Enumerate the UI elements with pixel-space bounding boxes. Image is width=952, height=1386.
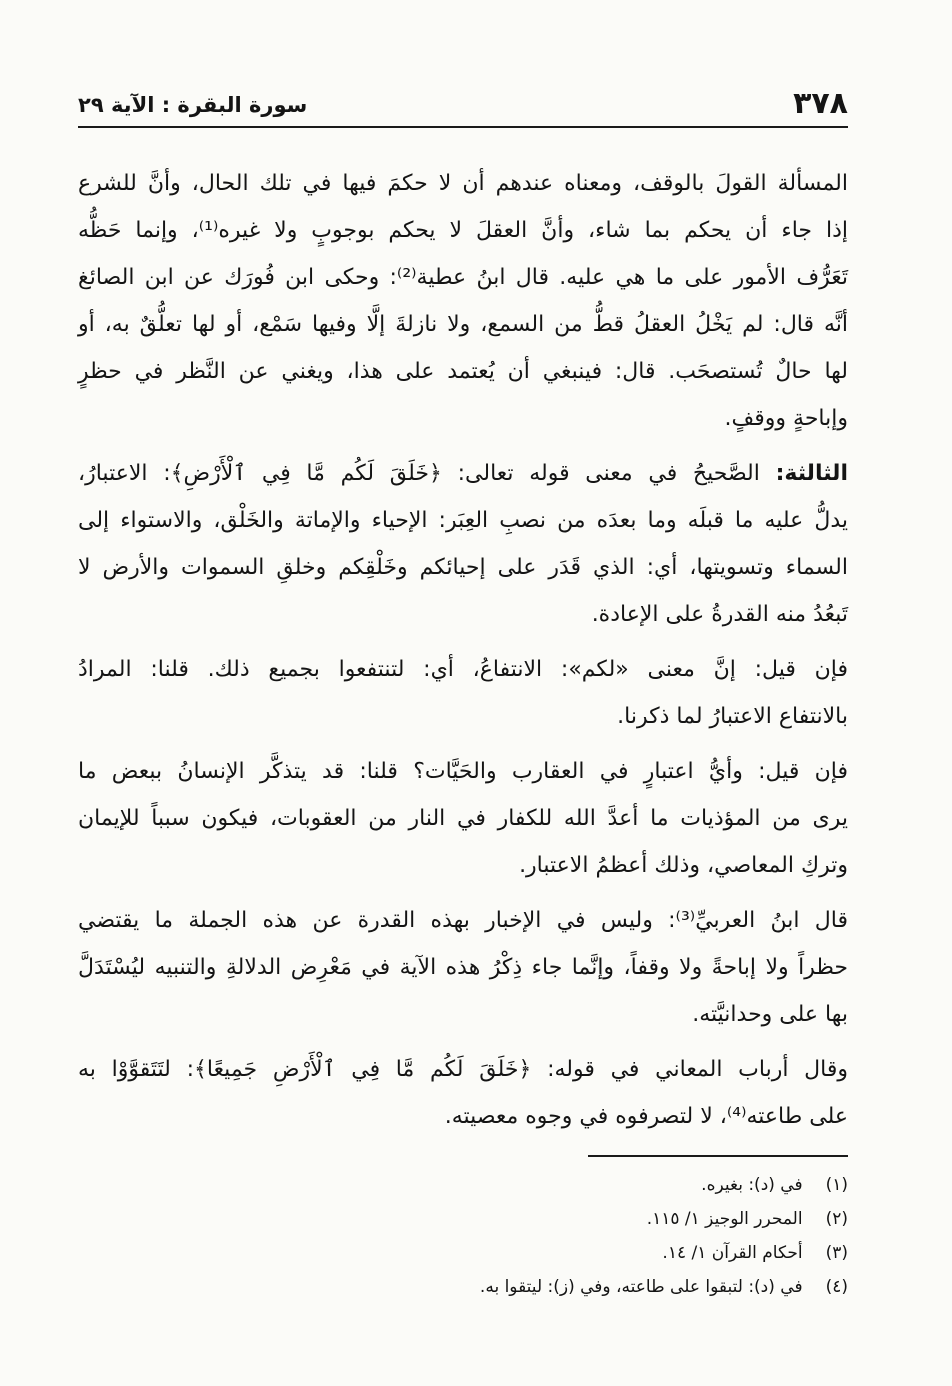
text-line: وتركِ المعاصي، وذلك أعظمُ الاعتبار. bbox=[519, 853, 848, 878]
paragraph-1 bbox=[78, 160, 848, 442]
footnote-text: أحكام القرآن ١/ ١٤. bbox=[662, 1243, 803, 1263]
text-line: السماء وتسويتها، أي: الذي قَدَر على إحيائكم وخَلْقِكم وخلقِ السموات والأرض لا bbox=[78, 555, 848, 580]
text-line: يدلُّ عليه ما قبلَه وما بعدَه من نصبِ العِبَر: الإحياء والإماتة والخَلْق، والاستواء إلى bbox=[78, 508, 848, 533]
text-line: أنَّه قال: لم يَخْلُ العقلُ قطُّ من السمع، ولا نازلةَ إلَّا وفيها سَمْع، أو لها تعلُّقٌ به، أو bbox=[78, 312, 848, 337]
text-line: فإن قيل: وأيُّ اعتبارٍ في العقارب والحَيَّات؟ قلنا: قد يتذكَّر الإنسانُ ببعض ما bbox=[78, 759, 848, 784]
header-rule bbox=[78, 126, 848, 128]
footnote-4 bbox=[78, 1270, 848, 1304]
text-line: وقال أرباب المعاني في قوله: ﴿خَلَقَ لَكُم مَّا فِي ٱلْأَرْضِ جَمِيعًا﴾: لتَتَقوَّوْا به bbox=[78, 1057, 848, 1082]
footnote-text: في (د): لتبقوا على طاعته، وفي (ز): ليتقوا به. bbox=[479, 1277, 803, 1297]
paragraph-2 bbox=[78, 450, 848, 638]
paragraph-5 bbox=[78, 897, 848, 1038]
running-title: سورة البقرة : الآية ٢٩ bbox=[78, 93, 308, 117]
footnote-1 bbox=[78, 1168, 848, 1202]
text-line: يرى من المؤذيات ما أعدَّ الله للكفار في النار من العقوبات، فيكون سبباً للإيمان bbox=[78, 806, 848, 831]
text-line: قال ابنُ العربيِّ⁽³⁾: وليس في الإخبار بهذه القدرة عن هذه الجملة ما يقتضي bbox=[78, 908, 848, 933]
footnote-marker: (٣) bbox=[825, 1243, 848, 1263]
footnote-marker: (١) bbox=[825, 1175, 848, 1195]
page-number: ٣٧٨ bbox=[793, 86, 848, 121]
main-text bbox=[78, 160, 848, 1140]
section-heading: الثالثة: bbox=[775, 461, 848, 486]
text-line: بالانتفاع الاعتبارُ لما ذكرنا. bbox=[617, 704, 848, 729]
footnote-3 bbox=[78, 1236, 848, 1270]
footnote-2 bbox=[78, 1202, 848, 1236]
text-line: المسألة القولَ بالوقف، ومعناه عندهم أن لا حكمَ فيها في تلك الحال، وأنَّ للشرع bbox=[78, 171, 848, 196]
paragraph-3 bbox=[78, 646, 848, 740]
text-line: تَبعُدُ منه القدرةُ على الإعادة. bbox=[591, 602, 848, 627]
text-line: تَعَرُّف الأمور على ما هي عليه. قال ابنُ عطية⁽²⁾: وحكى ابن فُورَك عن ابن الصائغ bbox=[78, 265, 849, 290]
text-line bbox=[78, 450, 848, 497]
footnote-text: في (د): بغيره. bbox=[701, 1175, 803, 1195]
text-line: لها حالٌ تُستصحَب. قال: فينبغي أن يُعتمد على هذا، ويغني عن النَّظر في حظرٍ bbox=[78, 359, 848, 384]
footnote-separator bbox=[588, 1155, 848, 1157]
text-line: فإن قيل: إنَّ معنى «لكم»: الانتفاعُ، أي: لتنتفعوا بجميع ذلك. قلنا: المرادُ bbox=[78, 657, 848, 682]
text-line: إذا جاء أن يحكم بما شاء، وأنَّ العقلَ لا يحكم بوجوبٍ ولا غيره⁽¹⁾، وإنما حَظُّه bbox=[78, 218, 849, 243]
footnote-marker: (٤) bbox=[825, 1277, 848, 1297]
paragraph-4 bbox=[78, 748, 848, 889]
paragraph-6 bbox=[78, 1046, 848, 1140]
footnotes bbox=[78, 1168, 848, 1304]
page-header bbox=[78, 84, 848, 128]
text-line: بها على وحدانيَّته. bbox=[692, 1002, 848, 1027]
text-line-content: الصَّحيحُ في معنى قوله تعالى: ﴿خَلَقَ لَكُم مَّا فِي ٱلْأَرْضِ﴾: الاعتبارُ، bbox=[78, 461, 760, 486]
text-line: على طاعته⁽⁴⁾، لا لتصرفوه في وجوه معصيته. bbox=[444, 1104, 848, 1129]
text-line: وإباحةٍ ووقفٍ. bbox=[724, 406, 848, 431]
footnote-marker: (٢) bbox=[825, 1209, 848, 1229]
text-line: حظراً ولا إباحةً ولا وقفاً، وإنَّما جاء ذِكْرُ هذه الآية في مَعْرِض الدلالةِ والتنبيه ليُسْتَدَلَّ bbox=[78, 955, 848, 980]
footnote-text: المحرر الوجيز ١/ ١١٥. bbox=[646, 1209, 803, 1229]
